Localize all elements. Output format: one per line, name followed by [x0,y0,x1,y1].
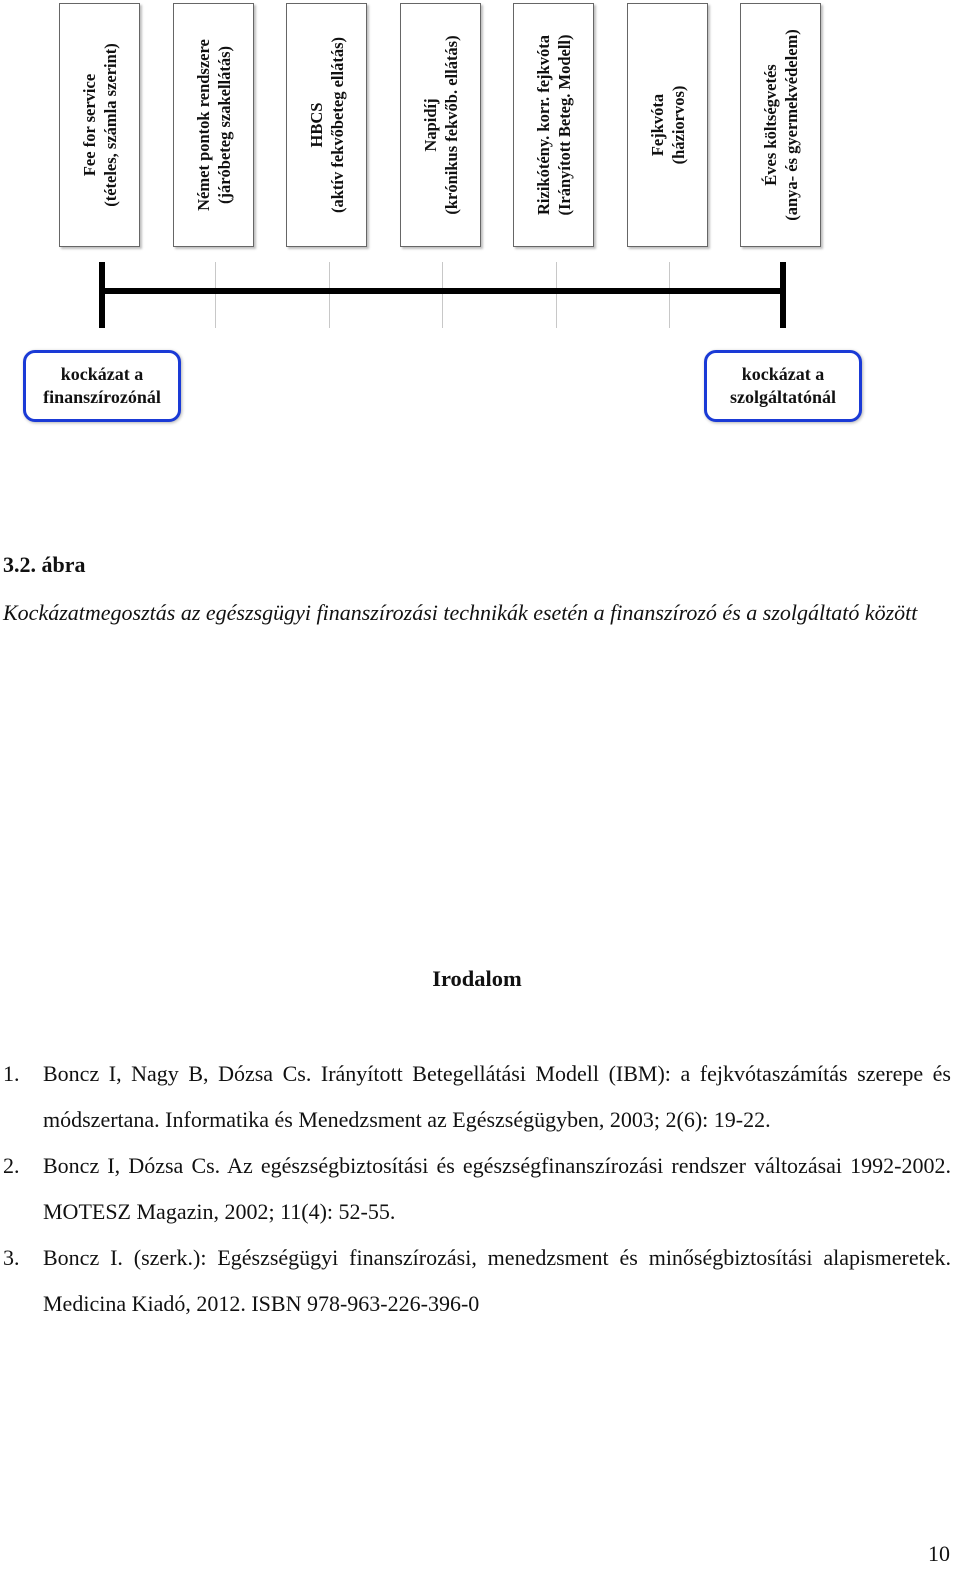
technique-name: Német pontok rendszere [193,39,213,211]
reference-number: 1. [3,1061,20,1086]
technique-name: Fejkvóta [647,93,667,157]
technique-detail: (Irányított Beteg. Modell) [554,34,574,216]
risk-at-funder-box [23,350,181,422]
technique-name: Fee for service [79,73,99,177]
reference-list [3,1051,951,1327]
technique-name: HBCS [306,102,326,148]
risk-label: kockázat a [60,364,144,384]
reference-text: Boncz I, Nagy B, Dózsa Cs. Irányított Betegellátási Modell (IBM): a fejkvótaszámítás szerepe és módszertana. Informatika és Menedzsment az Egészségügyben, 2003; 2(6): 19-22. [43,1061,951,1132]
axis-tick [556,262,557,328]
technique-detail: (aktív fekvőbeteg ellátás) [327,37,347,213]
axis-end-left [99,262,105,328]
axis-tick [669,262,670,328]
risk-at-provider-box [704,350,862,422]
technique-box-fejkvota [627,3,708,247]
reference-number: 3. [3,1245,20,1270]
technique-detail: (krónikus fekvőb. ellátás) [441,35,461,215]
technique-box-hbcs [286,3,367,247]
risk-holder: finanszírozónál [43,387,161,407]
figure-caption: Kockázatmegosztás az egészsgügyi finanszírozási technikák esetén a finanszírozó és a szolgáltató között [3,600,918,625]
technique-box-eves-koltsegvetes [740,3,821,247]
technique-detail: (anya- és gyermekvédelem) [781,29,801,221]
figure-number: 3.2. ábra [3,552,86,577]
reference-text: Boncz I. (szerk.): Egészségügyi finanszírozási, menedzsment és minőségbiztosítási alapismeretek. Medicina Kiadó, 2012. ISBN 978-963-226-396-0 [43,1245,951,1316]
risk-axis-line [103,288,783,294]
technique-detail: (tételes, számla szerint) [100,43,120,207]
reference-item [3,1143,951,1235]
reference-text: Boncz I, Dózsa Cs. Az egészségbiztosítási és egészségfinanszírozási rendszer változásai 1992-2002. MOTESZ Magazin, 2002; 11(4): 52-55. [43,1153,951,1224]
risk-label: kockázat a [741,364,825,384]
technique-detail: (járóbeteg szakellátás) [214,45,234,205]
technique-name: Rizikótény. korr. fejkvóta [533,35,553,215]
technique-name: Napidíj [420,98,440,152]
technique-box-fee-for-service [59,3,140,247]
page-number: 10 [928,1541,950,1566]
axis-end-right [780,262,786,328]
reference-number: 2. [3,1153,20,1178]
reference-item [3,1235,951,1327]
technique-box-nemet-pontok [173,3,254,247]
reference-item [3,1051,951,1143]
risk-sharing-diagram [0,0,960,440]
technique-box-napidij [400,3,481,247]
axis-tick [329,262,330,328]
axis-tick [215,262,216,328]
technique-name: Éves költségvetés [760,64,780,186]
risk-holder: szolgáltatónál [730,387,836,407]
axis-tick [442,262,443,328]
technique-detail: (háziorvos) [668,85,688,165]
references-heading: Irodalom [432,966,522,991]
technique-box-rizikoteny-fejkvota [513,3,594,247]
